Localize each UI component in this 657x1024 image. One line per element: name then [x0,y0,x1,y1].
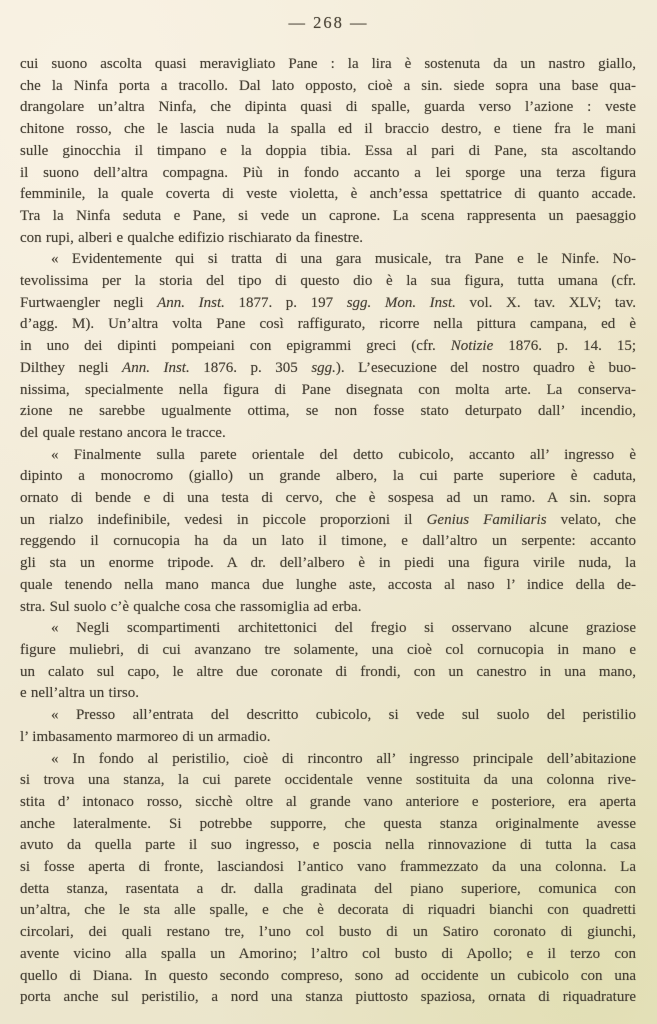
italic-citation: sgg. [311,359,336,376]
text-line: reggendo il cornucopia ha da un lato il timone, e dall’altro un serpente: accanto [20,533,636,550]
text-line: un calato sul capo, le altre due coronate di frondi, con un canestro in una mano, [20,663,636,680]
text-line: d’agg. M). Un’altra volta Pane così raffigurato, ricorre nella pittura campana, ed è [20,316,636,333]
text-line: « Finalmente sulla parete orientale del detto cubicolo, accanto all’ ingresso è [51,446,636,463]
text-line: stra. Sul suolo c’è qualche cosa che rassomiglia ad erba. [20,598,362,615]
text-line: un’altra, che le sta alle spalle, e che è decorata di riquadri bianchi con quadretti [20,902,636,919]
text-line: stita d’ intonaco rosso, sicchè oltre al grande vano anteriore e posteriore, era aperta [20,793,636,810]
italic-citation: sgg. Mon. Inst. [346,294,456,311]
text-line: Dilthey negli Ann. Inst. 1876. p. 305 sgg.). L’esecuzione del nostro quadro è buo- [20,359,636,376]
text-line: zione ne sarebbe ugualmente ottima, se non fosse stato deturpato dall’ incendio, [20,403,636,420]
text-line: e nell’altra un tirso. [20,685,139,702]
text-line: quello di Diana. In questo secondo compreso, sono ad occidente un cubicolo con una [20,967,636,984]
text-line: femminile, la quale coverta di veste violetta, è anch’essa spettatrice di quanto accade. [20,186,636,203]
italic-citation: Genius Familiaris [426,511,547,528]
text-line: Tra la Ninfa seduta e Pane, si vede un caprone. La scena rappresenta un paesaggio [20,207,636,224]
text-line: « In fondo al peristilio, cioè di rincontro all’ ingresso principale dell’abitazione [51,750,636,767]
text-line: « Evidentemente qui si tratta di una gara musicale, tra Pane e le Ninfe. No- [51,251,636,268]
italic-citation: Notizie [450,338,494,355]
paragraph [20,445,636,619]
text-line: « Presso all’entrata del descritto cubicolo, si vede sul suolo del peristilio [51,707,636,724]
text-line: ornato di bende e di una testa di cervo, che è sospesa ad un ramo. A sin. sopra [20,490,636,507]
text-line: drangolare un’altra Ninfa, che dipinta quasi di spalle, guarda verso l’azione : veste [20,99,636,116]
text-line: cui suono ascolta quasi meravigliato Pane : la lira è sostenuta da un nastro giallo, [20,56,636,72]
text-line: « Negli scompartimenti architettonici del fregio si osservano alcune graziose [51,620,636,637]
text-line: quale tenendo nella mano manca due lunghe aste, accosta al naso l’ indice della de- [20,576,636,593]
text-line: un rialzo indefinibile, vedesi in piccole proporzioni il Genius Familiaris velato, che [20,511,636,528]
text-line: l’ imbasamento marmoreo di un armadio. [20,728,271,745]
paragraph [20,618,636,705]
text-line: in uno dei dipinti pompeiani con epigrammi greci (cfr. Notizie 1876. p. 14. 15; [20,338,636,355]
text-line: tevolissima per la storia del tipo di questo dio è la sua figura, tutta umana (cfr. [20,273,636,290]
italic-citation: Ann. Inst. [122,359,190,376]
text-line: il suono dell’altra compagna. Più in fondo accanto a lei sporge una terza figura [20,164,636,181]
paragraph [20,705,636,748]
text-line: porta anche sul peristilio, a nord una stanza piuttosto spaziosa, ornata di riquadrature [20,989,636,1006]
text-line: si fosse aperta di fronte, lasciandosi l’antico vano frammezzato da una colonna. La [20,859,636,876]
text-line: avuto da quella parte il suo ingresso, e poscia nella rinnovazione di tutta la casa [20,837,636,854]
text-line: si trova una stanza, la cui parete occidentale venne sostituita da una colonna rive- [20,772,636,789]
page-text [0,33,657,1009]
text-line: dipinto a monocromo (giallo) un grande albero, la cui parte superiore è caduta, [20,468,636,485]
text-line: gli sta un enorme tripode. A dr. dell’albero è in piedi una figura virile nuda, la [20,555,636,572]
text-line: nissima, specialmente nella figura di Pane disegnata con molta arte. La conserva- [20,381,636,398]
text-line: chitone rosso, che le lascia nuda la spalla ed il braccio destro, e tiene fra le mani [20,121,636,138]
text-line: sulle ginocchia il timpano e la doppia tibia. Essa al pari di Pane, sta ascoltando [20,142,636,159]
page-number-header: — 268 — [288,13,369,32]
text-line: anche lateralmente. Si potrebbe supporre, che questa stanza originalmente avesse [20,815,636,832]
text-line: che la Ninfa porta a tracollo. Dal lato opposto, cioè a sin. siede sopra una base qua- [20,77,636,94]
paragraph [20,54,636,249]
text-line: con rupi, alberi e qualche edifizio rischiarato da finestre. [20,229,364,246]
text-line: Furtwaengler negli Ann. Inst. 1877. p. 197 sgg. Mon. Inst. vol. X. tav. XLV; tav. [20,294,637,311]
text-line: del quale restano ancora le tracce. [20,424,226,441]
text-line: circolari, dei quali restano tre, l’uno col busto di un Satiro coronato di giunchi, [20,924,636,941]
text-line: detta stanza, rasentata a dr. dalla gradinata del piano superiore, comunica con [20,880,636,897]
text-line: figure muliebri, di cui avanzano tre solamente, una cioè col cornucopia in mano e [20,641,636,658]
text-line: avente vicino alla spalla un Amorino; l’altro col busto di Apollo; e il terzo con [20,945,636,962]
paragraph [20,749,636,1009]
italic-citation: Ann. Inst. [157,294,225,311]
paragraph [20,249,636,444]
